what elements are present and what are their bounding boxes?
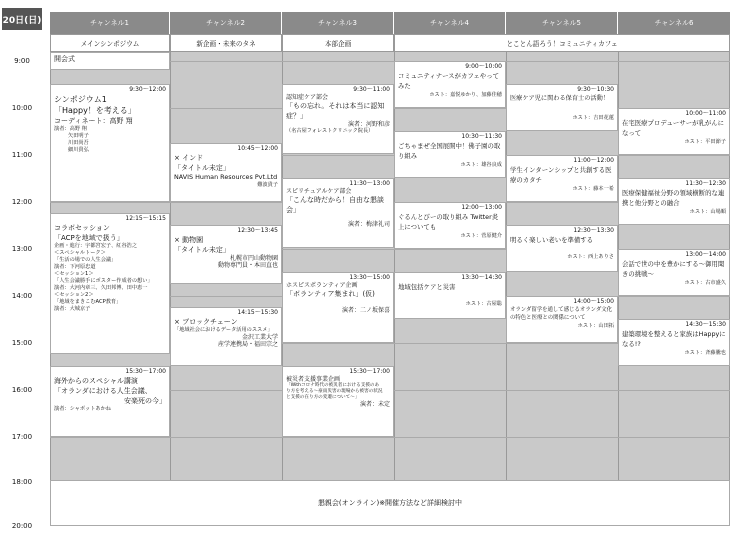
event-dementia[interactable]: 9:30～11:00 認知症ケア部会 「もの忘れ。それは本当に認知 症？」 演者：河野和彦 （名古屋フォレストクリニック院長）: [282, 84, 394, 154]
time-label: 17:00: [11, 433, 33, 441]
column-2: [170, 52, 282, 526]
venue-new: 新企画・未来のタネ: [170, 34, 282, 52]
event-building[interactable]: 14:30～15:30 建築環境を整えると家族はHappyに なる!? ホスト：斉藤騰也: [618, 319, 730, 366]
time-label: 15:00: [11, 339, 33, 347]
event-intern[interactable]: 11:00～12:00 学生インターンシップと共創する医 療のカタチ ホスト：藤本一希: [506, 155, 618, 202]
event-holland[interactable]: 14:00～15:00 オランダ留学を通して感じるオランダ文化 の特色と医療との関係について ホスト：山田拓: [506, 296, 618, 343]
event-india[interactable]: 10:45～12:00 × インド 「タイトル未定」 NAVIS Human Resources Pvt.Ltd 難波貴子: [170, 143, 282, 202]
day-label: 20日(日): [2, 8, 42, 30]
event-area-care[interactable]: 13:30～14:30 地域包括ケアと災害 ホスト：古屋聡: [394, 272, 506, 319]
event-collab-session[interactable]: 12:15～15:15 コラボセッション 「ACPを地域で扱う」 企画・進行：宇都宮宏子、紅谷浩之 ＜スペシャルトーク＞ 「生活の場での人生会議」 演者：下河原忠道 ＜セッション1＞ 「人生会議勝手にポスター作成者の想い」 演者：大河内章三、久田邦博、田中恵一 ＜セッション2＞ 「地域をまきこむACP教育」 演者：大城京子: [50, 213, 170, 354]
time-label: 12:00: [11, 198, 33, 206]
hour-line: [50, 437, 730, 438]
channel-header-4: チャンネル4: [394, 12, 506, 34]
event-welfare[interactable]: 11:30～12:30 医療保健福祉分野の領域横断的な連 携と他分野との融合 ホスト：山場順: [618, 178, 730, 225]
channel-header-5: チャンネル5: [506, 12, 618, 34]
time-label: 18:00: [11, 478, 33, 486]
event-opening[interactable]: 開会式: [50, 52, 170, 70]
venue-cafe: とことん語ろう！コミュニティカフェ: [394, 34, 730, 52]
time-label: 14:00: [11, 292, 33, 300]
event-zoo[interactable]: 12:30～13:45 × 動物園 「タイトル未定」 札幌市円山動物園 動物専門員・本田直也: [170, 225, 282, 284]
time-label: 9:00: [14, 57, 30, 65]
event-community-cafe[interactable]: 9:00～10:00 コミュニティナースがカフェやって みた ホスト：嘉悦ゆかり、加藤佳穂: [394, 61, 506, 108]
channel-header-2: チャンネル2: [170, 12, 282, 34]
time-label: 10:00: [11, 104, 33, 112]
event-hospice[interactable]: 13:30～15:00 ホスピスボランティア企画 「ボランティア集まれ」(仮) 演者：二ノ坂保喜: [282, 272, 394, 343]
time-label: 11:00: [11, 151, 33, 159]
event-spiritual[interactable]: 11:30～13:00 スピリチュアルケア部会 「こんな時だから！自由な懇談会」 演者：梅津礼司: [282, 178, 394, 248]
event-society[interactable]: 13:00～14:00 会話で世の中を豊かにする～御用聞 きの挑戦～ ホスト：古市盛久: [618, 249, 730, 296]
event-blockchain[interactable]: 14:15～15:30 × ブロックチェーン 「地域社会におけるデータ活用のススメ」 金沢工業大学 産学連携局・福田宗之: [170, 307, 282, 366]
channel-header-1: チャンネル1: [50, 12, 170, 34]
time-label: 16:00: [11, 386, 33, 394]
channel-header-6: チャンネル6: [618, 12, 730, 34]
event-child-care[interactable]: 9:30～10:30 医療ケア児に関わる保育士の活動！ ホスト：吉田花蓮: [506, 84, 618, 131]
event-disaster[interactable]: 15:30～17:00 被災者支援事業企画 「Withコロナ時代の被災者における支援のあ り方を考える～豪雨災害の現場から被害の状況 と支援の在り方の変遷について～」 演者：未定: [282, 366, 394, 437]
venue-hq: 本部企画: [282, 34, 394, 52]
venue-main: メインシンポジウム: [50, 34, 170, 52]
event-gathering[interactable]: 懇親会(オンライン)※開催方法など詳細検討中: [50, 480, 730, 526]
time-label: 20:00: [11, 522, 33, 530]
event-aging[interactable]: 12:30～13:30 明るく楽しい老いを準備する ホスト：西上ありさ: [506, 225, 618, 272]
channel-header-3: チャンネル3: [282, 12, 394, 34]
event-gurunto[interactable]: 12:00～13:00 ぐるんとびーの取り組み Twitter炎 上についても ホスト：菅原健介: [394, 202, 506, 249]
time-label: 13:00: [11, 245, 33, 253]
event-busshien[interactable]: 10:30～11:30 ごちゃまぜ全国展開中！佛子園の取 り組み ホスト：雄谷良成: [394, 131, 506, 178]
event-special-lecture[interactable]: 15:30～17:00 海外からのスペシャル講演 「オランダにおける人生会議、 安楽死の今」 演者：シャボットあかね: [50, 366, 170, 437]
event-producer[interactable]: 10:00～11:00 在宅医療プロデューサーが乳がんに なって ホスト：平田節子: [618, 108, 730, 155]
event-symposium1[interactable]: 9:30～12:00 シンポジウム1 「Happy！を考える」 コーディネート：高野 翔 演者：高野 翔 矢田明子 川田尚吾 細川貴弘: [50, 84, 170, 202]
